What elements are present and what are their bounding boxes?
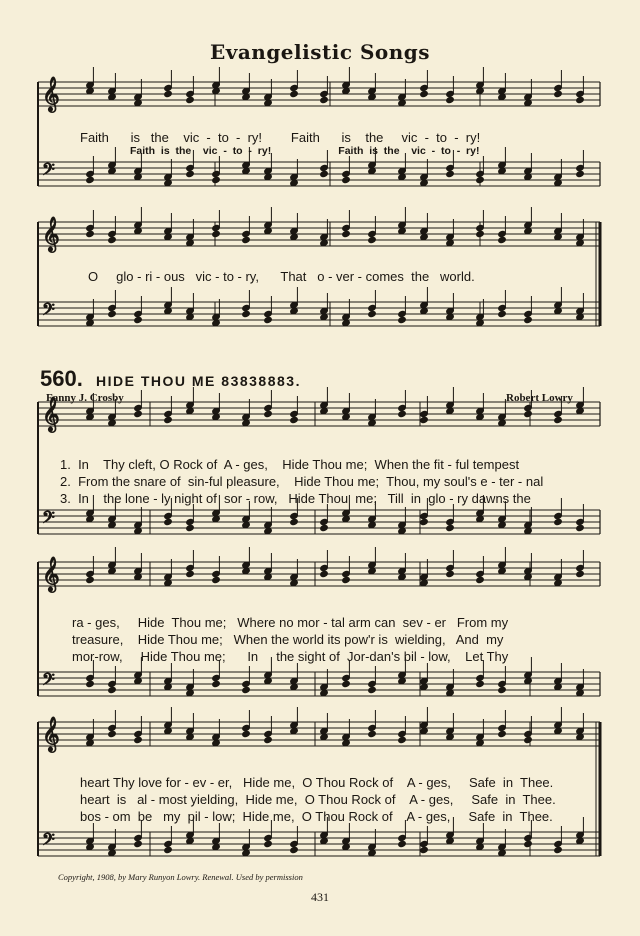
- note-head: [164, 416, 173, 423]
- note-head: [498, 310, 507, 317]
- note-head: [368, 730, 377, 737]
- note-head: [186, 96, 195, 103]
- note-head: [212, 680, 221, 687]
- page-header-title: Evangelistic Songs: [209, 40, 431, 64]
- note-head: [108, 686, 117, 693]
- note-head: [290, 90, 299, 97]
- note-head: [498, 236, 507, 243]
- lyric-line-small: Faith is the vic - to - ry! Faith is the vic - to - ry!: [130, 145, 480, 157]
- note-head: [108, 310, 117, 317]
- note-head: [86, 576, 95, 583]
- note-head: [242, 236, 251, 243]
- note-head: [554, 846, 563, 853]
- note-head: [134, 316, 143, 323]
- note-head: [446, 570, 455, 577]
- note-head: [476, 576, 485, 583]
- note-head: [290, 846, 299, 853]
- lyric-line: O glo - ri - ous vic - to - ry, That o - ver - comes the world.: [88, 269, 475, 284]
- verse-line-3: bos - om be my pil - low; Hide me, O Thou Rock of A - ges, Safe in Thee.: [80, 809, 553, 824]
- note-head: [342, 680, 351, 687]
- note-head: [320, 570, 329, 577]
- hymn-composer: Robert Lowry: [506, 392, 573, 404]
- treble-clef-icon: 𝄞: [42, 557, 60, 592]
- verse-line-2: 2. From the snare of sin-ful pleasure, Hide Thou me; Thou, my soul's e - ter - nal: [60, 474, 544, 489]
- note-head: [524, 316, 533, 323]
- note-head: [420, 846, 429, 853]
- note-head: [524, 736, 533, 743]
- note-head: [576, 96, 585, 103]
- bass-clef-icon: 𝄢: [42, 299, 55, 323]
- note-head: [186, 570, 195, 577]
- note-head: [108, 236, 117, 243]
- note-head: [86, 176, 95, 183]
- note-head: [264, 736, 273, 743]
- note-head: [576, 524, 585, 531]
- note-head: [368, 310, 377, 317]
- note-head: [164, 846, 173, 853]
- note-head: [212, 576, 221, 583]
- note-head: [108, 730, 117, 737]
- note-head: [242, 686, 251, 693]
- note-head: [420, 416, 429, 423]
- note-head: [554, 416, 563, 423]
- treble-clef-icon: 𝄞: [42, 77, 60, 112]
- verse-line-1: ra - ges, Hide Thou me; Where no mor - tal arm can sev - er From my: [72, 615, 509, 630]
- treble-clef-icon: 𝄞: [42, 217, 60, 252]
- hymn-title: HIDE THOU ME 83838883.: [96, 373, 301, 389]
- note-head: [420, 518, 429, 525]
- note-head: [524, 840, 533, 847]
- note-head: [398, 316, 407, 323]
- note-head: [164, 90, 173, 97]
- note-head: [164, 518, 173, 525]
- note-head: [446, 170, 455, 177]
- note-head: [476, 680, 485, 687]
- note-head: [554, 518, 563, 525]
- note-head: [186, 170, 195, 177]
- lyric-line: Faith is the vic - to - ry! Faith is the vic - to - ry!: [80, 130, 481, 145]
- note-head: [212, 230, 221, 237]
- note-head: [576, 170, 585, 177]
- note-head: [86, 680, 95, 687]
- treble-clef-icon: 𝄞: [42, 717, 60, 752]
- bass-clef-icon: 𝄢: [42, 829, 55, 853]
- verse-line-2: heart is al - most yielding, Hide me, O Thou Rock of A - ges, Safe in Thee.: [80, 792, 556, 807]
- bass-clef-icon: 𝄢: [42, 507, 55, 531]
- verse-line-1: 1. In Thy cleft, O Rock of A - ges, Hide Thou me; When the fit - ful tempest: [60, 457, 520, 472]
- note-head: [476, 176, 485, 183]
- hymn-number: 560.: [40, 366, 83, 391]
- note-head: [446, 96, 455, 103]
- note-head: [242, 730, 251, 737]
- copyright-notice: Copyright, 1908, by Mary Runyon Lowry. Renewal. Used by permission: [58, 872, 303, 882]
- note-head: [320, 524, 329, 531]
- note-head: [420, 90, 429, 97]
- note-head: [398, 736, 407, 743]
- note-head: [264, 840, 273, 847]
- hymn-author: Fanny J. Crosby: [46, 392, 124, 404]
- note-head: [134, 736, 143, 743]
- note-head: [576, 570, 585, 577]
- bass-clef-icon: 𝄢: [42, 159, 55, 183]
- note-head: [134, 410, 143, 417]
- note-head: [554, 90, 563, 97]
- note-head: [86, 230, 95, 237]
- note-head: [368, 236, 377, 243]
- note-head: [524, 410, 533, 417]
- note-head: [342, 576, 351, 583]
- note-head: [446, 524, 455, 531]
- note-head: [320, 170, 329, 177]
- note-head: [398, 840, 407, 847]
- verse-line-3: mor-row, Hide Thou me; In the sight of Jor-dan's bil - low, Let Thy: [72, 649, 509, 664]
- bass-clef-icon: 𝄢: [42, 669, 55, 693]
- verse-line-1: heart Thy love for - ev - er, Hide me, O Thou Rock of A - ges, Safe in Thee.: [80, 775, 554, 790]
- note-head: [368, 686, 377, 693]
- note-head: [320, 96, 329, 103]
- note-head: [290, 518, 299, 525]
- page-number: 431: [311, 890, 329, 904]
- note-head: [264, 410, 273, 417]
- treble-clef-icon: 𝄞: [42, 397, 60, 432]
- note-head: [264, 316, 273, 323]
- note-head: [186, 524, 195, 531]
- note-head: [498, 686, 507, 693]
- note-head: [398, 410, 407, 417]
- note-head: [342, 176, 351, 183]
- note-head: [498, 730, 507, 737]
- note-head: [212, 176, 221, 183]
- note-head: [242, 310, 251, 317]
- note-head: [476, 230, 485, 237]
- verse-line-2: treasure, Hide Thou me; When the world its pow'r is wielding, And my: [72, 632, 504, 647]
- note-head: [290, 416, 299, 423]
- verse-line-3: 3. In the lone - ly night of sor - row, Hide Thou me; Till in glo - ry dawns the: [60, 491, 531, 506]
- note-head: [134, 840, 143, 847]
- note-head: [342, 230, 351, 237]
